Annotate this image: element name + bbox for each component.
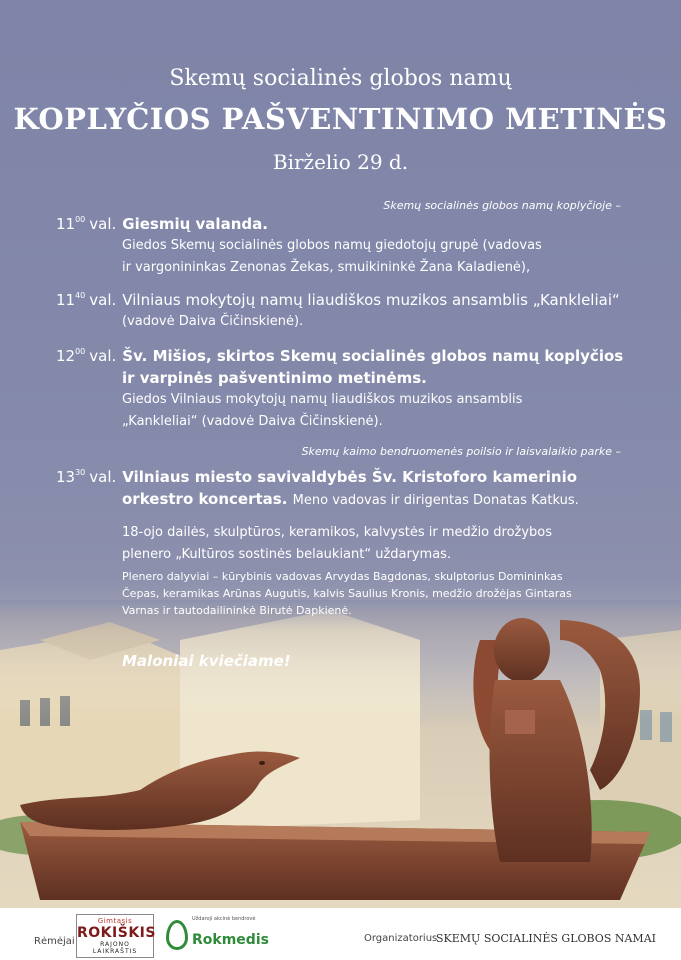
event-description: Giedos Skemų socialinės globos namų giedotojų grupė (vadovas	[122, 238, 542, 253]
event-description: Giedos Vilniaus mokytojų namų liaudiškos muzikos ansamblis	[122, 392, 523, 407]
bird-eye	[259, 761, 265, 765]
organizer-name: SKEMŲ SOCIALINĖS GLOBOS NAMAI	[436, 932, 656, 945]
place-park: Skemų kaimo bendruomenės poilsio ir laisvalaikio parke –	[301, 445, 621, 458]
rokiskis-logo-subtitle: RAJONO LAIKRAŠTIS	[92, 941, 138, 955]
plener-participants	[122, 568, 662, 619]
event-date: Birželio 29 d.	[272, 150, 409, 174]
plener-announcement	[122, 522, 662, 566]
page-title: KOPLYČIOS PAŠVENTINIMO METINĖS	[13, 102, 668, 136]
event-time: $11^{00}$	[56, 215, 86, 233]
footer	[0, 908, 681, 960]
plener-line: plenero „Kultūros sostinės belaukiant“ uždarymas.	[122, 547, 452, 562]
event-time: $11^{40}$	[56, 291, 86, 309]
participants-line: Plenero dalyviai – kūrybinis vadovas Arvydas Bagdonas, skulptorius Domininkas	[122, 570, 563, 583]
angel-book	[505, 710, 535, 734]
val-label: val.	[89, 215, 117, 233]
event-headline-cont: orkestro koncertas.	[122, 490, 288, 508]
event-headline: Vilniaus miesto savivaldybės Šv. Kristoforo kamerinio	[122, 468, 578, 486]
plener-line: 18-ojo dailės, skulptūros, keramikos, kalvystės ir medžio drožybos	[122, 525, 553, 540]
event-description: (vadovė Daiva Čičinskienė).	[122, 314, 304, 329]
event-description: ir vargonininkas Zenonas Žekas, smuikininkė Žana Kaladienė),	[122, 260, 531, 275]
event-time: $12^{00}$	[56, 347, 86, 365]
rokiskis-logo	[76, 914, 154, 958]
val-label: val.	[89, 468, 117, 486]
sponsors-label: Rėmėjai	[34, 936, 75, 947]
event-headline: Vilniaus mokytojų namų liaudiškos muzikos ansamblis „Kankleliai“	[122, 291, 620, 309]
event-description: „Kankleliai“ (vadovė Daiva Čičinskienė).	[122, 414, 383, 429]
tree-icon	[166, 920, 188, 950]
carvings-photo	[0, 600, 681, 910]
schedule-item	[56, 209, 636, 279]
angel-head	[494, 618, 550, 682]
invitation-text: Maloniai kviečiame!	[122, 652, 291, 670]
schedule-item	[56, 341, 636, 433]
val-label: val.	[89, 291, 117, 309]
rokiskis-logo-name: ROKIŠKIS	[77, 925, 156, 941]
event-headline: Šv. Mišios, skirtos Skemų socialinės globos namų koplyčios	[122, 347, 624, 365]
rokiskis-logo-top: Gimtasis	[97, 917, 133, 925]
participants-line: Čepas, keramikas Arūnas Augutis, kalvis Saulius Kronis, medžio drožėjas Gintaras	[122, 587, 572, 600]
schedule-item	[56, 462, 636, 512]
place-chapel: Skemų socialinės globos namų koplyčioje –	[383, 199, 621, 212]
event-time: $13^{30}$	[56, 468, 86, 486]
participants-line: Varnas ir tautodailininkė Birutė Dapkienė.	[122, 604, 352, 617]
rokmedis-logo-name: Rokmedis	[192, 932, 269, 948]
schedule-item	[56, 285, 636, 333]
subtitle: Skemų socialinės globos namų	[169, 66, 512, 91]
event-description: Meno vadovas ir dirigentas Donatas Katkus.	[292, 493, 579, 508]
rokmedis-logo	[164, 912, 269, 958]
event-headline-cont: ir varpinės pašventinimo metinėms.	[122, 369, 427, 387]
val-label: val.	[89, 347, 117, 365]
rokmedis-logo-tagline: Uždaroji akcinė bendrovė	[192, 916, 256, 922]
event-headline: Giesmių valanda.	[122, 215, 268, 233]
organizer-label: Organizatorius	[364, 933, 438, 944]
